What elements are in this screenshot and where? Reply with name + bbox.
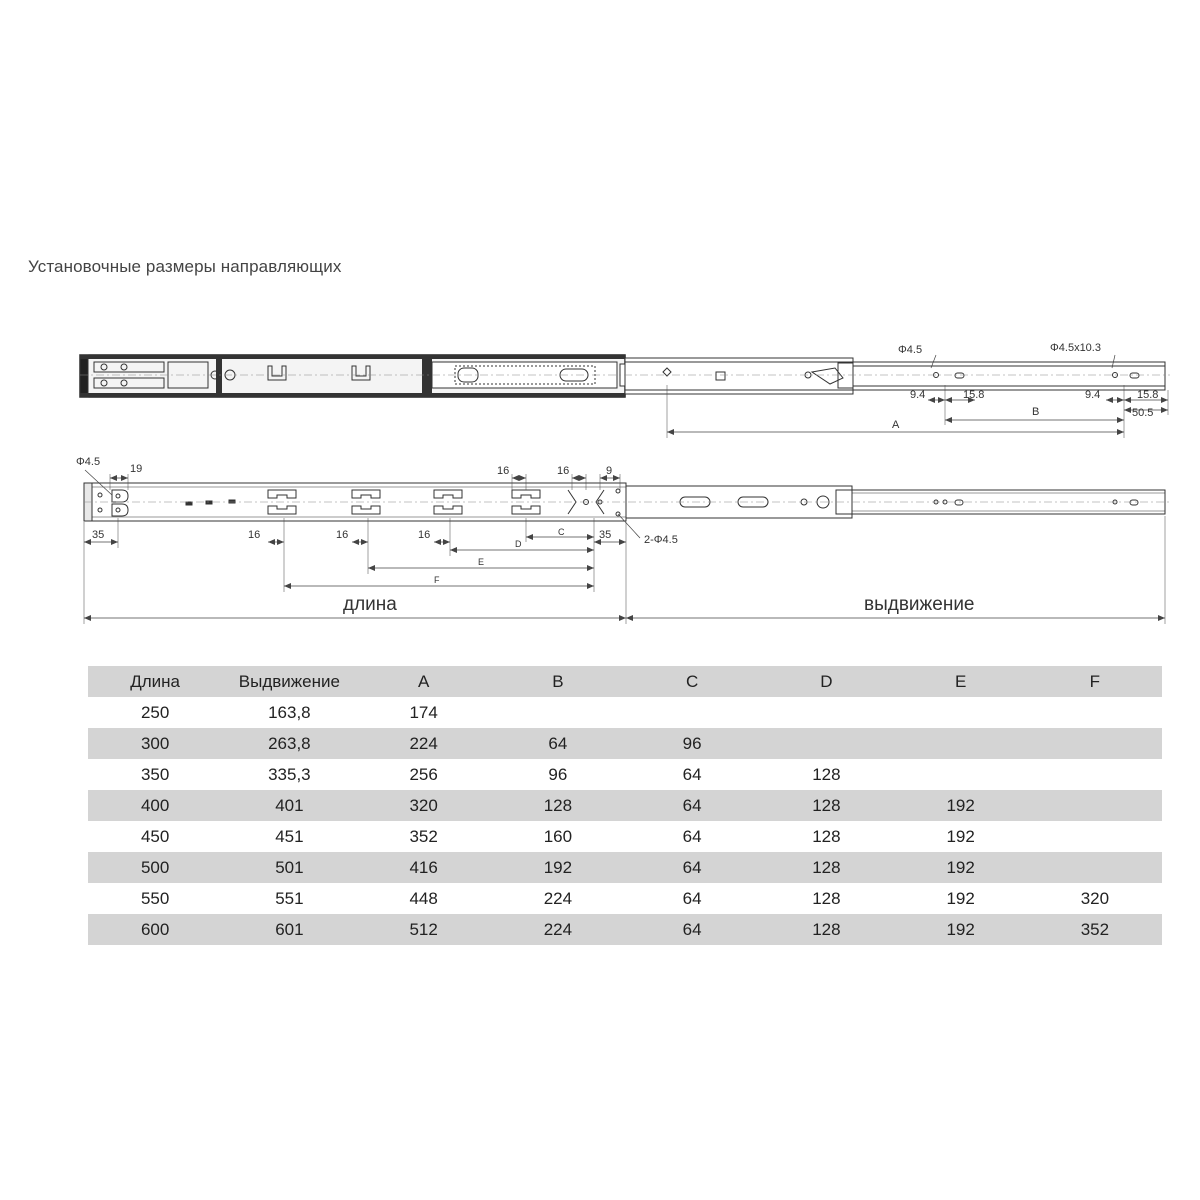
table-cell: 500 [140,857,170,877]
extension-label: выдвижение [864,594,975,615]
header-d: D [820,671,833,691]
table-cell: 601 [275,919,304,939]
table-cell: 401 [275,795,304,815]
table-cell: 320 [1080,888,1110,908]
table-cell: 551 [275,888,304,908]
table-cell: 335,3 [268,764,311,784]
table-cell: 128 [812,857,841,877]
table-row [88,728,1162,759]
table-cell: 450 [140,826,170,846]
table-cell: 64 [682,764,702,784]
table-cell: 263,8 [268,733,311,753]
table-cell: 64 [682,919,702,939]
dim-E: E [478,557,485,567]
dim-16-slot-2: 16 [336,529,349,541]
dim-F: F [434,575,440,585]
table-cell: 64 [548,733,568,753]
table-cell: 300 [140,733,170,753]
table-cell: 160 [543,826,573,846]
table-cell: 128 [812,826,841,846]
table-row [88,697,1162,728]
table-cell: 352 [1080,919,1110,939]
table-row [88,821,1162,852]
table-cell: 192 [946,826,975,846]
dim-35-left: 35 [92,529,105,541]
table-cell: 96 [682,733,702,753]
table-cell: 320 [409,795,438,815]
top-hole-label: Φ4.5 [898,344,923,356]
dim-9-4-right: 9.4 [1085,389,1101,401]
table-cell: 451 [275,826,304,846]
length-label: длина [343,594,397,615]
table-cell: 192 [946,888,975,908]
table-cell: 128 [812,795,841,815]
header-c: C [685,671,699,691]
table-cell: 224 [543,888,573,908]
table-cell [1028,759,1162,790]
table-row [88,759,1162,790]
table-cell: 600 [140,919,170,939]
table-cell [894,697,1028,728]
table-cell [1028,697,1162,728]
table-cell: 174 [409,702,438,722]
table-cell [894,759,1028,790]
header-a: A [417,671,430,691]
dim-C: C [558,527,565,537]
table-cell: 128 [812,764,841,784]
dim-50-5: 50.5 [1132,407,1154,419]
dim-15-8-left: 15.8 [963,389,985,401]
table-cell [759,697,893,728]
dim-16-slot-1: 16 [248,529,261,541]
table-cell: 128 [812,888,841,908]
table-cell: 224 [409,733,438,753]
dim-35-right: 35 [599,529,612,541]
dim-16-top-left: 16 [497,465,510,477]
header-f: F [1089,671,1101,691]
top-view-rail [80,355,1165,397]
table-cell: 64 [682,795,702,815]
table-cell: 192 [543,857,573,877]
table-cell [1028,821,1162,852]
table-cell: 416 [409,857,438,877]
top-slot-label: Φ4.5x10.3 [1050,342,1101,354]
table-cell: 256 [409,764,438,784]
table-cell: 128 [812,919,841,939]
dim-D: D [515,539,522,549]
table-cell: 501 [275,857,304,877]
header-e: E [954,671,967,691]
table-cell [1028,728,1162,759]
side-hole-label: Φ4.5 [76,456,101,468]
table-cell: 192 [946,795,975,815]
table-cell: 96 [548,764,568,784]
dim-A-top: A [892,419,900,431]
table-cell: 400 [140,795,170,815]
table-row [88,914,1162,945]
header-length: Длина [130,671,181,691]
header-extension: Выдвижение [238,671,340,691]
table-cell: 128 [543,795,573,815]
dim-9: 9 [606,465,613,477]
table-cell [625,697,759,728]
dim-9-4-left: 9.4 [910,389,926,401]
table-cell: 64 [682,826,702,846]
table-cell [1028,790,1162,821]
dim-16-slot-3: 16 [418,529,431,541]
table-cell: 352 [409,826,438,846]
table-cell: 192 [946,857,975,877]
table-cell: 550 [140,888,170,908]
table-cell [1028,852,1162,883]
dimensions-table [88,666,1162,945]
table-cell: 250 [140,702,170,722]
table-cell: 64 [682,888,702,908]
table-cell: 512 [409,919,438,939]
header-b: B [552,671,564,691]
table-cell [491,697,625,728]
table-row [88,852,1162,883]
dim-B-top: B [1032,406,1040,418]
table-cell: 192 [946,919,975,939]
table-cell: 448 [409,888,438,908]
table-cell [759,728,893,759]
table-cell: 64 [682,857,702,877]
table-row [88,883,1162,914]
table-header-row [88,666,1162,697]
dim-19: 19 [130,463,143,475]
table-cell: 350 [140,764,170,784]
page-title: Установочные размеры направляющих [28,257,342,276]
table-cell [894,728,1028,759]
holes-label: 2-Φ4.5 [644,534,678,546]
table-cell: 163,8 [268,702,311,722]
dim-15-8-right: 15.8 [1137,389,1159,401]
table-row [88,790,1162,821]
table-cell: 224 [543,919,573,939]
dim-16-top-right: 16 [557,465,570,477]
